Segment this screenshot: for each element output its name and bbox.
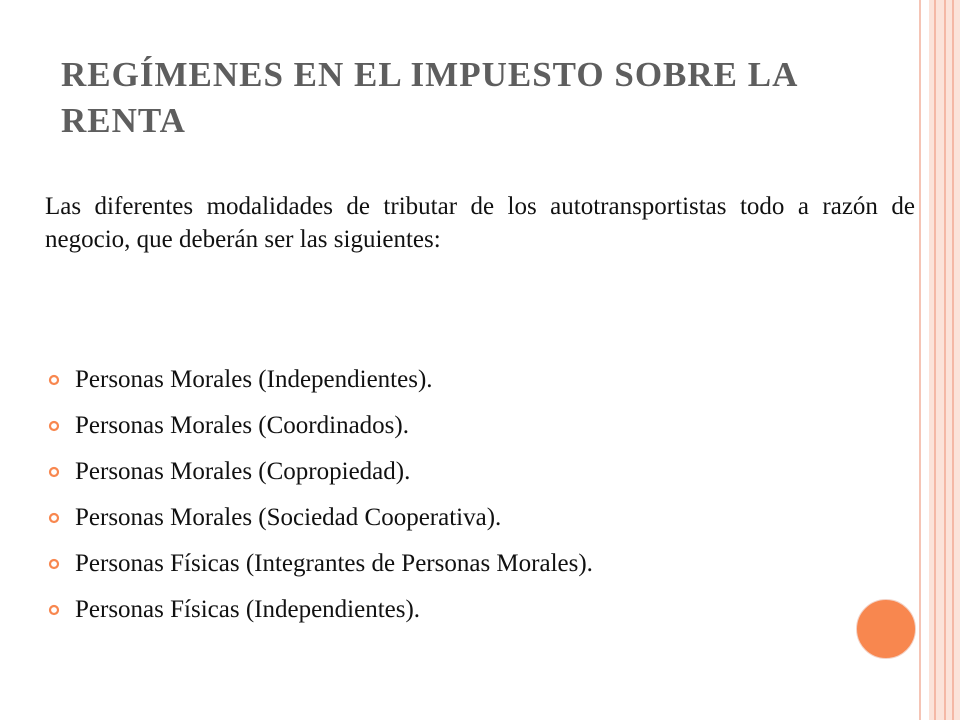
list-item-label: Personas Morales (Independientes). <box>75 366 433 393</box>
intro-paragraph: Las diferentes modalidades de tributar de los autotransportistas todo a razón de negocio, que deberán ser las siguientes: <box>45 193 915 253</box>
right-band-line <box>934 0 936 720</box>
right-band-line <box>944 0 946 720</box>
bullet-list <box>45 357 905 633</box>
list-item <box>45 495 905 541</box>
ring-bullet-icon <box>48 466 60 478</box>
list-item <box>45 587 905 633</box>
ring-bullet-icon <box>48 420 60 432</box>
ring-bullet-icon <box>48 374 60 386</box>
list-item <box>45 541 905 587</box>
list-item <box>45 449 905 495</box>
list-item <box>45 403 905 449</box>
list-item-label: Personas Morales (Coordinados). <box>75 412 409 439</box>
slide-title: REGÍMENES EN EL IMPUESTO SOBRE LA RENTA <box>61 55 797 140</box>
list-item-label: Personas Morales (Sociedad Cooperativa). <box>75 504 502 531</box>
right-border-line <box>919 0 921 720</box>
list-item-label: Personas Físicas (Integrantes de Personas Morales). <box>75 550 593 577</box>
ring-bullet-icon <box>48 604 60 616</box>
list-item-label: Personas Morales (Copropiedad). <box>75 458 411 485</box>
right-band-line <box>952 0 954 720</box>
list-item <box>45 357 905 403</box>
ring-bullet-icon <box>48 512 60 524</box>
list-item-label: Personas Físicas (Independientes). <box>75 596 421 623</box>
ring-bullet-icon <box>48 558 60 570</box>
